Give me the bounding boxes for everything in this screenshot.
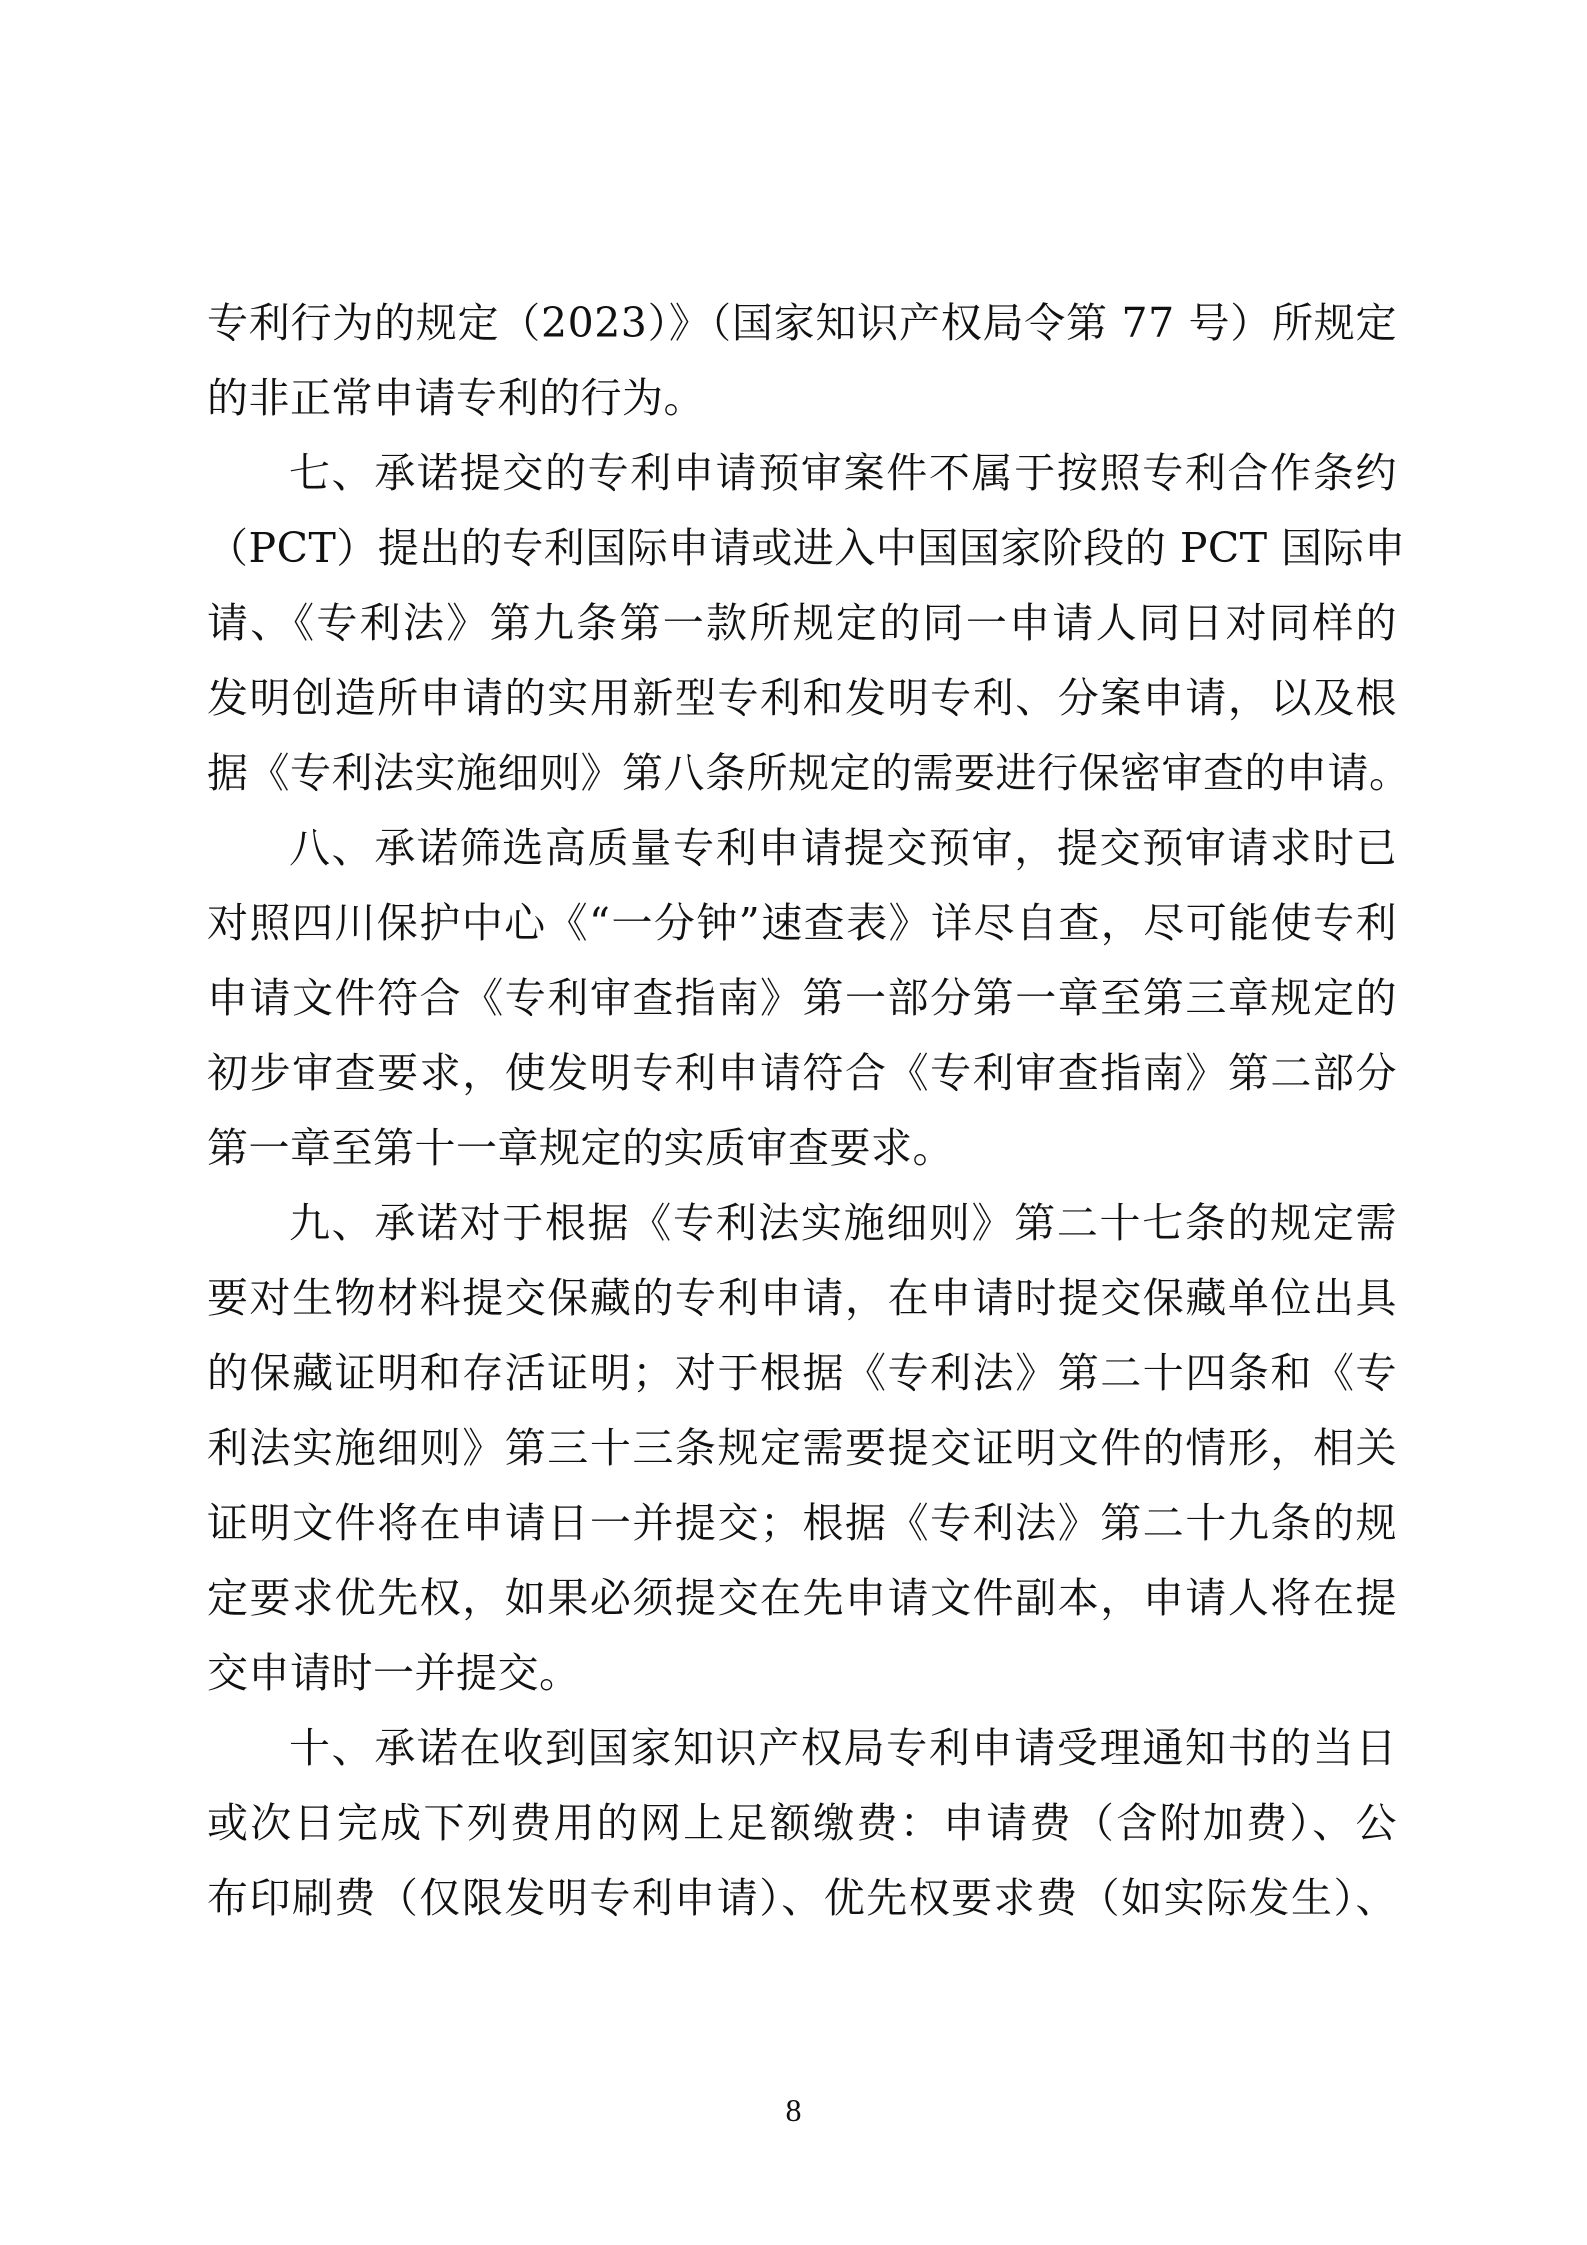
text-line-5: 请、《专利法》第九条第一款所规定的同一申请人同日对同样的 bbox=[207, 599, 1397, 647]
text-line-20: 十、承诺在收到国家知识产权局专利申请受理通知书的当日 bbox=[289, 1724, 1397, 1772]
text-line-4: （PCT）提出的专利国际申请或进入中国国家阶段的 PCT 国际申 bbox=[207, 524, 1406, 572]
text-line-1: 专利行为的规定（2023）》（国家知识产权局令第 77 号）所规定 bbox=[207, 299, 1397, 347]
text-line-12: 第一章至第十一章规定的实质审查要求。 bbox=[207, 1124, 954, 1172]
text-line-10: 申请文件符合《专利审查指南》第一部分第一章至第三章规定的 bbox=[207, 974, 1397, 1022]
text-line-18: 定要求优先权，如果必须提交在先申请文件副本，申请人将在提 bbox=[207, 1574, 1397, 1622]
text-line-11: 初步审查要求，使发明专利申请符合《专利审查指南》第二部分 bbox=[207, 1049, 1397, 1097]
text-line-16: 利法实施细则》第三十三条规定需要提交证明文件的情形，相关 bbox=[207, 1424, 1397, 1472]
text-line-14: 要对生物材料提交保藏的专利申请，在申请时提交保藏单位出具 bbox=[207, 1274, 1397, 1322]
text-line-6: 发明创造所申请的实用新型专利和发明专利、分案申请，以及根 bbox=[207, 674, 1397, 722]
text-line-15: 的保藏证明和存活证明；对于根据《专利法》第二十四条和《专 bbox=[207, 1349, 1397, 1397]
text-line-7: 据《专利法实施细则》第八条所规定的需要进行保密审查的申请。 bbox=[207, 749, 1411, 797]
text-line-3: 七、承诺提交的专利申请预审案件不属于按照专利合作条约 bbox=[289, 449, 1397, 497]
text-line-9: 对照四川保护中心《“一分钟”速查表》详尽自查，尽可能使专利 bbox=[207, 899, 1397, 947]
text-line-13: 九、承诺对于根据《专利法实施细则》第二十七条的规定需 bbox=[289, 1199, 1397, 1247]
text-line-8: 八、承诺筛选高质量专利申请提交预审，提交预审请求时已 bbox=[289, 824, 1397, 872]
page-number: 8 bbox=[785, 2092, 802, 2128]
body-text bbox=[207, 286, 1411, 1936]
text-line-21: 或次日完成下列费用的网上足额缴费：申请费（含附加费）、公 bbox=[207, 1799, 1397, 1847]
text-line-2: 的非正常申请专利的行为。 bbox=[207, 374, 705, 422]
text-line-17: 证明文件将在申请日一并提交；根据《专利法》第二十九条的规 bbox=[207, 1499, 1397, 1547]
text-line-19: 交申请时一并提交。 bbox=[207, 1649, 581, 1697]
text-line-22: 布印刷费（仅限发明专利申请）、优先权要求费（如实际发生）、 bbox=[207, 1874, 1397, 1922]
